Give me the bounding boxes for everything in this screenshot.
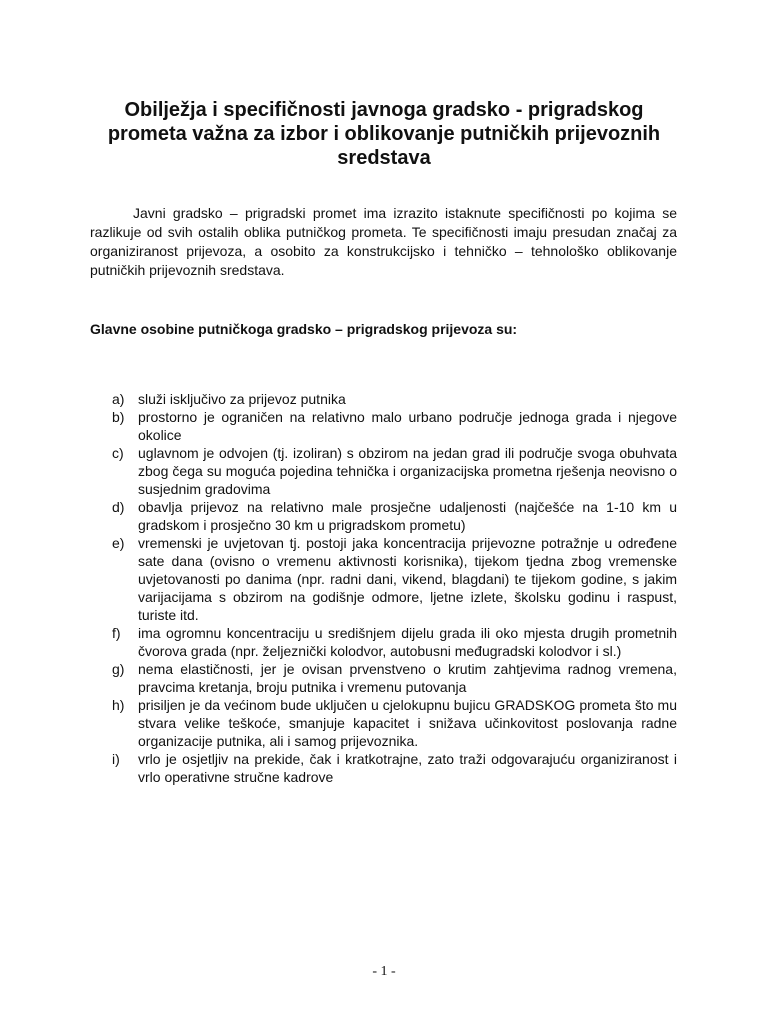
- list-item: [112, 696, 677, 750]
- list-item: [112, 750, 677, 786]
- list-item-text: vremenski je uvjetovan tj. postoji jaka koncentracija prijevozne potražnje u određene sate dana (ovisno o vremenu aktivnosti korisnika), tijekom tjedna zbog vremenske uvjetovanosti po danima (npr. radni dani, vikend, blagdani) te tijekom godine, s jakim varijacijama s obzirom na godišnje odmore, ljetne izlete, školsku godinu i raspust, turiste itd.: [138, 535, 677, 623]
- list-item-marker: a): [112, 391, 125, 407]
- list-item: [112, 444, 677, 498]
- list-item-marker: g): [112, 661, 125, 677]
- list-item: [112, 498, 677, 534]
- list-item-text: obavlja prijevoz na relativno male prosječne udaljenosti (najčešće na 1-10 km u gradskom i prosječno 30 km u prigradskom prometu): [138, 499, 677, 533]
- list-item: [112, 408, 677, 444]
- page-number: - 1 -: [372, 964, 396, 979]
- list-item-marker: b): [112, 409, 125, 425]
- list-item-text: nema elastičnosti, jer je ovisan prvenstveno o krutim zahtjevima radnog vremena, pravcima kretanja, broju putnika i vremenu putovanja: [138, 661, 677, 695]
- list-item-marker: d): [112, 499, 125, 515]
- list-item: [112, 390, 677, 408]
- list-item-text: prisiljen je da većinom bude uključen u cjelokupnu bujicu GRADSKOG prometa što mu stvara velike teškoće, smanjuje kapacitet i snižava učinkovitost poslovanja radne organizacije putnika, ali i samog prijevoznika.: [138, 697, 677, 749]
- list-item-marker: e): [112, 535, 125, 551]
- list-item-text: ima ogromnu koncentraciju u središnjem dijelu grada ili oko mjesta drugih prometnih čvorova grada (npr. željeznički kolodvor, autobusni međugradski kolodvor i sl.): [138, 625, 677, 659]
- list-item-text: uglavnom je odvojen (tj. izoliran) s obzirom na jedan grad ili područje svoga obuhvata zbog čega su moguća pojedina tehnička i organizacijska prometna rješenja neovisno o susjednim gradovima: [138, 445, 677, 497]
- list-item-text: služi isključivo za prijevoz putnika: [138, 391, 346, 407]
- list-item: [112, 660, 677, 696]
- section-subheading: Glavne osobine putničkoga gradsko – prigradskog prijevoza su:: [90, 321, 518, 337]
- list-item: [112, 534, 677, 624]
- list-item-marker: c): [112, 445, 124, 461]
- features-list: [112, 390, 677, 786]
- list-item-marker: f): [112, 625, 121, 641]
- document-title: Obilježja i specifičnosti javnoga gradsko - prigradskog prometa važna za izbor i oblikovanje putničkih prijevoznih sredstava: [107, 99, 661, 169]
- intro-paragraph: Javni gradsko – prigradski promet ima izrazito istaknute specifičnosti po kojima se razlikuje od svih ostalih oblika putničkog prometa. Te specifičnosti imaju presudan značaj za organiziranost prijevoza, a osobito za konstrukcijsko i tehničko – tehnološko oblikovanje putničkih prijevoznih sredstava.: [90, 205, 677, 278]
- list-item-text: prostorno je ograničen na relativno malo urbano područje jednoga grada i njegove okolice: [138, 409, 677, 443]
- list-item: [112, 624, 677, 660]
- list-item-marker: h): [112, 697, 125, 713]
- list-item-marker: i): [112, 751, 120, 767]
- list-item-text: vrlo je osjetljiv na prekide, čak i kratkotrajne, zato traži odgovarajuću organiziranost i vrlo operativne stručne kadrove: [138, 751, 677, 785]
